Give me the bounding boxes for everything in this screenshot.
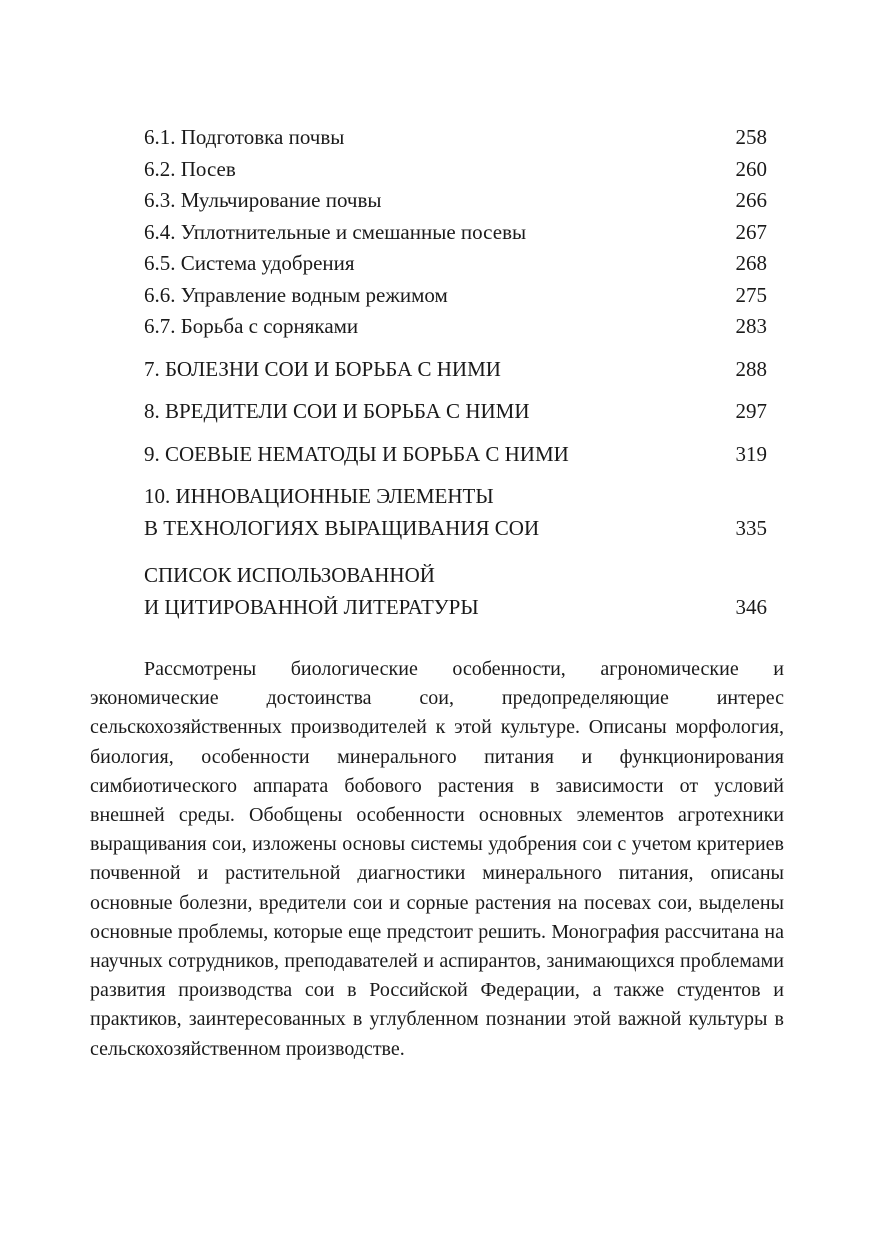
toc-chapter-title: [144, 481, 539, 544]
toc-chapter-title: 9. СОЕВЫЕ НЕМАТОДЫ И БОРЬБА С НИМИ: [144, 441, 569, 466]
toc-item-6-4[interactable]: [144, 217, 767, 249]
toc-item-title: 6.1. Подготовка почвы: [144, 125, 345, 149]
toc-item-6-1[interactable]: [144, 122, 767, 154]
toc-item-6-6[interactable]: [144, 280, 767, 312]
toc-chapter-7[interactable]: [144, 354, 767, 386]
toc-item-page: 267: [735, 219, 767, 244]
toc-item-title: 6.2. Посев: [144, 156, 236, 181]
toc-chapter-page: 335: [735, 515, 767, 540]
table-of-contents: [144, 122, 767, 623]
toc-references-title-line1: СПИСОК ИСПОЛЬЗОВАННОЙ: [144, 563, 435, 587]
toc-item-6-7[interactable]: [144, 311, 767, 343]
toc-references-page: 346: [735, 594, 767, 619]
abstract-paragraph: Рассмотрены биологические особенности, агрономические и экономические достоинства сои, предопределяющие интерес сельскохозяйственных производителей к этой культуре. Описаны морфология, биология, особенности минерального питания и функционирования симбиотического аппарата бобового растения в зависимости от условий внешней среды. Обобщены особенности основных элементов агротехники выращивания сои, изложены основы системы удобрения сои с учетом критериев почвенной и растительной диагностики минерального питания, описаны основные болезни, вредители сои и сорные растения на посевах сои, выделены основные проблемы, которые еще предстоит решить. Монография рассчитана на научных сотрудников, преподавателей и аспирантов, занимающихся проблемами развития производства сои в Российской Федерации, а также студентов и практиков, заинтересованных в углубленном познании этой важной культуры в сельскохозяйственном производстве.: [90, 658, 784, 1060]
toc-item-title: 6.3. Мульчирование почвы: [144, 188, 382, 212]
toc-item-page: 258: [735, 125, 767, 149]
toc-chapter-title: 8. ВРЕДИТЕЛИ СОИ И БОРЬБА С НИМИ: [144, 399, 530, 423]
toc-item-6-5[interactable]: [144, 248, 767, 280]
toc-item-page: 275: [735, 282, 767, 307]
toc-item-6-2[interactable]: [144, 154, 767, 186]
toc-chapter-10[interactable]: [144, 481, 767, 544]
toc-item-page: 266: [735, 188, 767, 212]
toc-chapter-9[interactable]: [144, 439, 767, 471]
toc-chapter-page: 297: [735, 399, 767, 423]
toc-references[interactable]: [144, 560, 767, 623]
toc-chapter-8[interactable]: [144, 396, 767, 428]
toc-chapter-page: 288: [735, 356, 767, 381]
toc-item-page: 268: [735, 251, 767, 275]
toc-item-title: 6.7. Борьба с сорняками: [144, 314, 359, 338]
toc-item-page: 260: [735, 156, 767, 181]
toc-chapter-title-line1: 10. ИННОВАЦИОННЫЕ ЭЛЕМЕНТЫ: [144, 484, 494, 508]
toc-item-title: 6.4. Уплотнительные и смешанные посевы: [144, 219, 527, 244]
toc-item-title: 6.5. Система удобрения: [144, 251, 355, 275]
toc-chapter-title: 7. БОЛЕЗНИ СОИ И БОРЬБА С НИМИ: [144, 356, 501, 381]
toc-item-page: 283: [735, 314, 767, 338]
toc-references-title: [144, 560, 479, 623]
toc-chapter-title-line2: В ТЕХНОЛОГИЯХ ВЫРАЩИВАНИЯ СОИ: [144, 515, 540, 540]
toc-references-title-line2: И ЦИТИРОВАННОЙ ЛИТЕРАТУРЫ: [144, 594, 479, 619]
toc-item-6-3[interactable]: [144, 185, 767, 217]
toc-chapter-page: 319: [735, 441, 767, 466]
toc-item-title: 6.6. Управление водным режимом: [144, 282, 448, 307]
